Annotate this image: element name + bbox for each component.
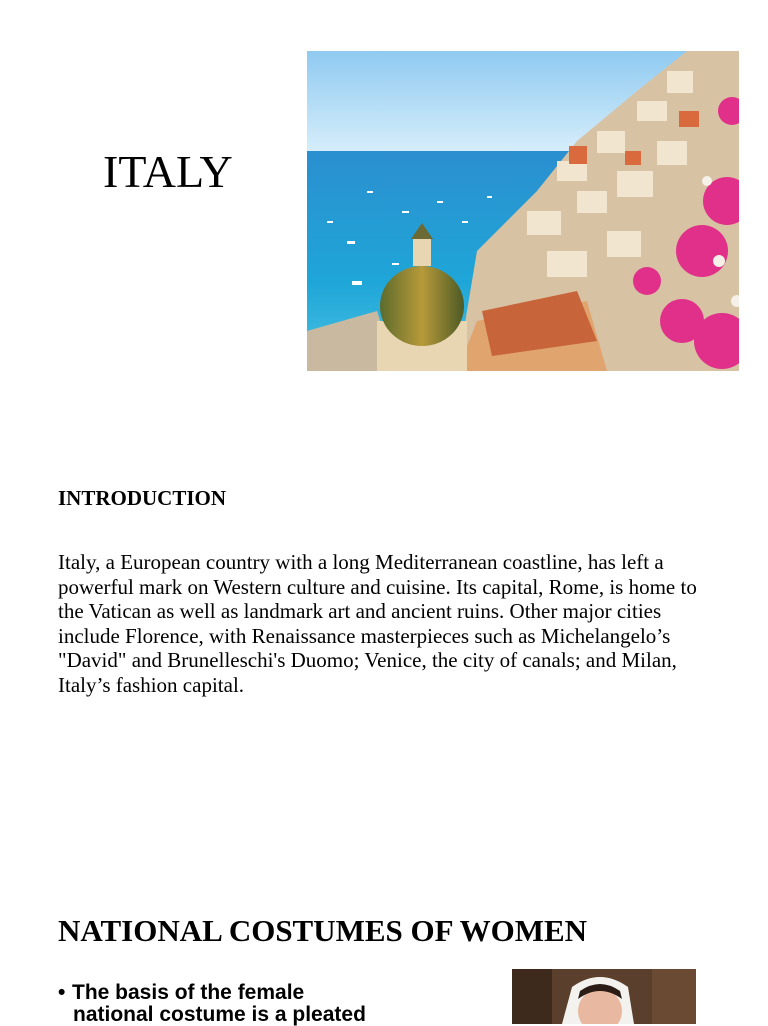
amalfi-coast-illustration [307, 51, 739, 371]
hero-image-amalfi-coast [307, 51, 739, 371]
bullet-text-1: The basis of the female [72, 981, 305, 1004]
bullet-icon: • [58, 981, 66, 1004]
bullet-line-1 [58, 982, 498, 1004]
introduction-text: Italy, a European country with a long Mediterranean coastline, has left a powerful mark on Western culture and cuisine. Its capital, Rome, is home to the Vatican as well as landmark art and ancient ruins. Other major cities include Florence, with Renaissance masterpieces such as Michelangelo’s "David" and Brunelleschi's Duomo; Venice, the city of canals; and Milan, Italy’s fashion capital. [58, 550, 697, 697]
portrait-image-woman [512, 969, 696, 1024]
bullet-point [58, 982, 498, 1026]
introduction-heading: INTRODUCTION [58, 486, 227, 510]
slide-title: ITALY [103, 146, 233, 197]
national-costumes-heading: NATIONAL COSTUMES OF WOMEN [58, 913, 588, 948]
bullet-text-2: national costume is a pleated [73, 1003, 366, 1026]
woman-portrait-illustration [512, 969, 696, 1024]
